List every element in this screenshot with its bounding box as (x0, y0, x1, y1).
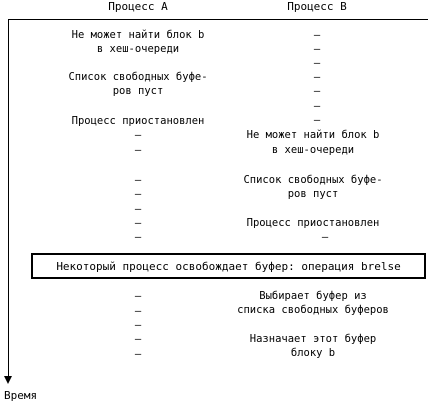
process-a-dash: – (134, 290, 142, 302)
process-a-line: Процесс приостановлен (71, 115, 205, 127)
process-b-line: Назначает этот буфер (249, 333, 377, 345)
process-a-line: Не может найти блок b (71, 29, 205, 41)
process-b-line: в хеш-очереди (271, 144, 355, 156)
process-b-line: Список свободных буфе- (243, 174, 383, 186)
process-a-header: Процесс A (108, 0, 168, 13)
process-a-dash: – (134, 348, 142, 360)
time-axis-arrowhead (4, 376, 12, 384)
time-axis-label: Время (4, 389, 38, 402)
process-a-dash: – (134, 231, 142, 243)
process-b-dash: – (313, 100, 321, 112)
process-b-dash: – (313, 114, 321, 126)
process-a-line: Список свободных буфе- (68, 71, 208, 83)
process-b-line: списка свободных буферов (237, 304, 389, 316)
top-border-line (8, 19, 428, 20)
process-b-dash: – (313, 85, 321, 97)
process-b-line: Не может найти блок b (246, 129, 380, 141)
process-a-dash: – (134, 203, 142, 215)
time-axis-line (8, 19, 9, 377)
process-a-dash: – (134, 188, 142, 200)
process-b-dash: – (313, 29, 321, 41)
process-a-dash: – (134, 129, 142, 141)
process-a-dash: – (134, 333, 142, 345)
process-a-line: в хеш-очереди (96, 43, 180, 55)
process-b-dash: – (313, 43, 321, 55)
process-a-dash: – (134, 319, 142, 331)
brelse-event-box (31, 253, 426, 279)
process-b-line: Выбирает буфер из (259, 290, 367, 302)
process-b-line: ров пуст (287, 188, 339, 200)
process-b-line: блоку b (290, 347, 336, 359)
process-b-dash: – (321, 231, 329, 243)
process-a-dash: – (134, 217, 142, 229)
process-a-dash: – (134, 144, 142, 156)
process-a-dash: – (134, 174, 142, 186)
process-b-header: Процесс B (287, 0, 347, 13)
process-a-line: ров пуст (112, 85, 164, 97)
process-b-line: Процесс приостановлен (246, 217, 380, 229)
process-a-dash: – (134, 305, 142, 317)
brelse-event-text: Некоторый процесс освобождает буфер: операция brelse (56, 259, 401, 273)
process-b-dash: – (313, 71, 321, 83)
process-b-dash: – (313, 57, 321, 69)
